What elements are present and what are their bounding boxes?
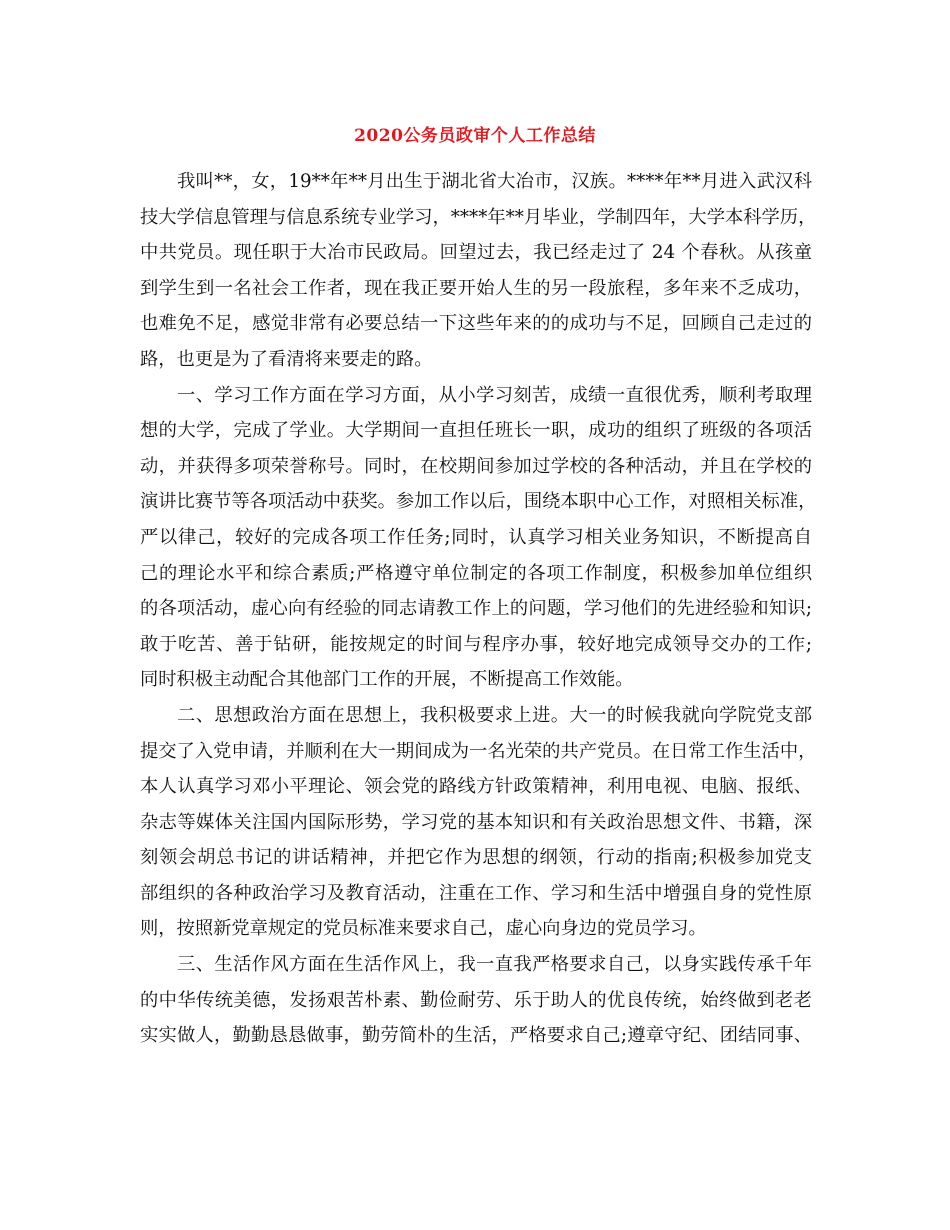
- text-line: 到学生到一名社会工作者，现在我正要开始人生的另一段旅程，多年来不乏成功，: [140, 277, 812, 299]
- text-line: 刻领会胡总书记的讲话精神，并把它作为思想的纲领，行动的指南;积极参加党支: [140, 847, 812, 869]
- paragraph-study-work: [140, 378, 817, 698]
- text-line: 部组织的各种政治学习及教育活动，注重在工作、学习和生活中增强自身的党性原: [140, 882, 812, 904]
- text-line: 路，也更是为了看清将来要走的路。: [140, 348, 433, 370]
- text-line: 也难免不足，感觉非常有必要总结一下这些年来的的成功与不足，回顾自己走过的: [140, 313, 812, 335]
- text-line: 演讲比赛节等各项活动中获奖。参加工作以后，围绕本职中心工作，对照相关标准，: [140, 491, 817, 513]
- text-line: 二、思想政治方面在思想上，我积极要求上进。大一的时候我就向学院党支部: [177, 704, 812, 726]
- text-line: 本人认真学习邓小平理论、领会党的路线方针政策精神，利用电视、电脑、报纸、: [140, 776, 812, 798]
- text-line: 同时积极主动配合其他部门工作的开展，不断提高工作效能。: [140, 669, 634, 691]
- text-line: 则，按照新党章规定的党员标准来要求自己，虚心向身边的党员学习。: [140, 918, 707, 940]
- text-line: 实实做人，勤勤恳恳做事，勤劳简朴的生活，严格要求自己;遵章守纪、团结同事、: [140, 1025, 812, 1047]
- text-line: 提交了入党申请，并顺利在大一期间成为一名光荣的共产党员。在日常工作生活中，: [140, 740, 817, 762]
- text-line: 想的大学，完成了学业。大学期间一直担任班长一职，成功的组织了班级的各项活: [140, 420, 812, 442]
- text-line: 我叫**，女，19**年**月出生于湖北省大冶市，汉族。****年**月进入武汉科: [177, 171, 812, 192]
- paragraph-lifestyle: [140, 947, 812, 1054]
- paragraph-intro: [140, 164, 817, 378]
- text-line: 敢于吃苦、善于钻研，能按规定的时间与程序办事，较好地完成领导交办的工作;: [140, 633, 812, 655]
- text-line: 一、学习工作方面在学习方面，从小学习刻苦，成绩一直很优秀，顺利考取理: [177, 384, 812, 406]
- text-line: 严以律己，较好的完成各项工作任务;同时，认真学习相关业务知识，不断提高自: [140, 526, 812, 548]
- text-line: 杂志等媒体关注国内国际形势，学习党的基本知识和有关政治思想文件、书籍，深: [140, 811, 812, 833]
- text-line: 动，并获得多项荣誉称号。同时，在校期间参加过学校的各种活动，并且在学校的: [140, 455, 812, 477]
- text-line: 三、生活作风方面在生活作风上，我一直我严格要求自己，以身实践传承千年: [177, 954, 812, 976]
- document-body: [140, 164, 817, 1054]
- paragraph-political: [140, 698, 817, 947]
- text-line: 中共党员。现任职于大冶市民政局。回望过去，我已经走过了 24 个春秋。从孩童: [140, 242, 812, 264]
- document-title: 2020公务员政审个人工作总结: [354, 126, 596, 146]
- text-line: 的各项活动，虚心向有经验的同志请教工作上的问题，学习他们的先进经验和知识;: [140, 598, 812, 620]
- text-line: 技大学信息管理与信息系统专业学习，****年**月毕业，学制四年，大学本科学历，: [140, 206, 817, 228]
- text-line: 的中华传统美德，发扬艰苦朴素、勤俭耐劳、乐于助人的优良传统，始终做到老老: [140, 989, 812, 1011]
- text-line: 己的理论水平和综合素质;严格遵守单位制定的各项工作制度，积极参加单位组织: [140, 562, 812, 584]
